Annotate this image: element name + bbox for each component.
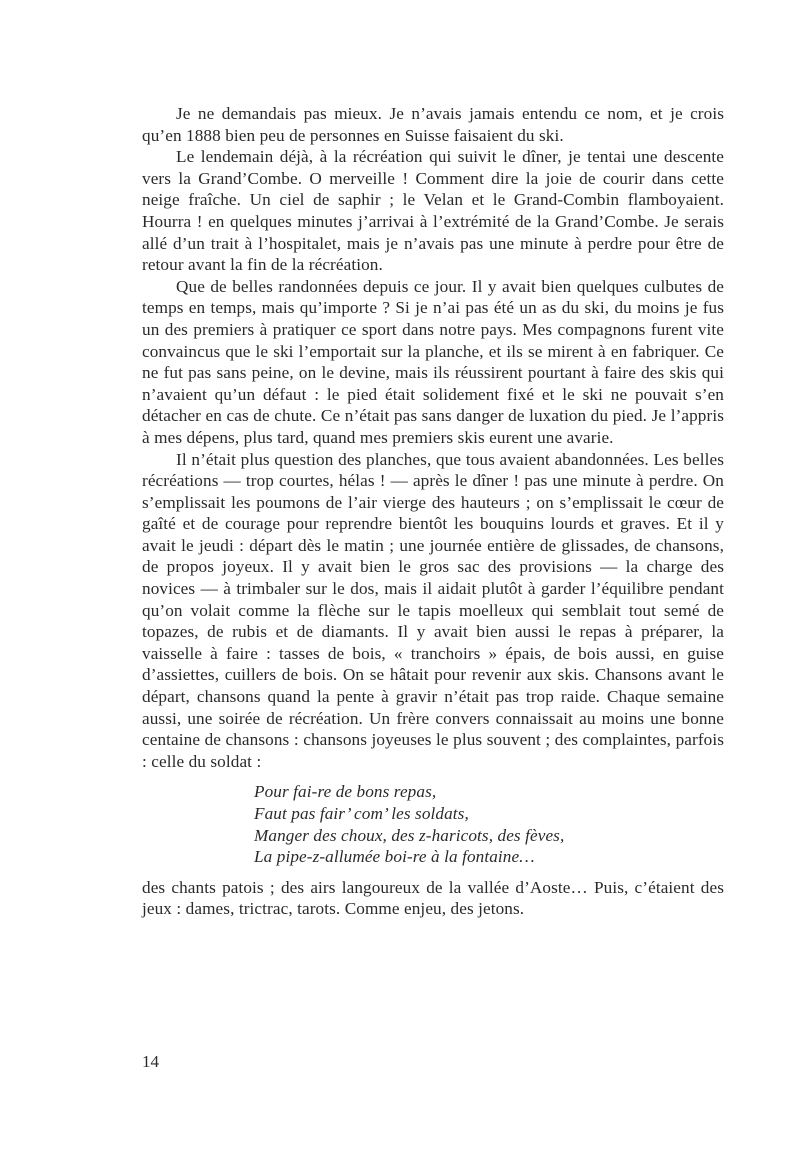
paragraph-3: Que de belles randonnées depuis ce jour. Il y avait bien quelques culbutes de temps en temps, mais qu’importe ? Si je n’ai pas été un as du ski, du moins je fus un des premiers à pratiquer ce sport dans notre pays. Mes compagnons furent vite convaincus que le ski l’emportait sur la planche, et ils se mirent à en fabriquer. Ce ne fut pas sans peine, on le devine, mais ils réussirent pourtant à faire des skis qui n’avaient qu’un défaut : le pied était solidement fixé et le ski ne pouvait s’en détacher en cas de chute. Ce n’était pas sans danger de luxation du pied. Je l’appris à mes dépens, plus tard, quand mes premiers skis eurent une avarie.	[142, 276, 724, 447]
verse-line-2: Faut pas fair’ com’ les soldats,	[254, 804, 469, 823]
verse-line-4: La pipe-z-allumée boi-re à la fontaine…	[254, 847, 535, 867]
song-verse	[254, 781, 724, 867]
paragraph-4: Il n’était plus question des planches, que tous avaient abandonnées. Les belles récréations — trop courtes, hélas ! — après le dîner ! pas une minute à perdre. On s’emplissait les poumons de l’air vierge des hauteurs ; on s’emplissait le cœur de gaîté et de courage pour reprendre bientôt les bouquins lourds et graves. Et il y avait le jeudi : départ dès le matin ; une journée entière de glissades, de chansons, de propos joyeux. Il y avait bien le gros sac des provisions — la charge des novices — à trimbaler sur le dos, mais il aidait plutôt à garder l’équilibre pendant qu’on volait comme la flèche sur le tapis moelleux qui semblait tout semé de topazes, de rubis et de diamants. Il y avait bien aussi le repas à préparer, la vaisselle à faire : tasses de bois, « tranchoirs » épais, de bois aussi, en guise d’assiettes, cuillers de bois. On se hâtait pour revenir aux skis. Chansons avant le départ, chansons quand la pente à gravir n’était pas trop raide. Chaque semaine aussi, une soirée de récréation. Un frère convers connaissait au moins une bonne centaine de chansons : chansons joyeuses le plus souvent ; des complaintes, parfois : celle du soldat :	[142, 449, 724, 771]
paragraph-1: Je ne demandais pas mieux. Je n’avais jamais entendu ce nom, et je crois qu’en 1888 bien peu de personnes en Suisse faisaient du ski.	[142, 104, 724, 145]
verse-line-3: Manger des choux, des z-haricots, des fèves,	[254, 825, 565, 845]
page-body	[142, 103, 724, 920]
closing-paragraph: des chants patois ; des airs langoureux de la vallée d’Aoste… Puis, c’étaient des jeux : dames, trictrac, tarots. Comme enjeu, des jetons.	[142, 877, 724, 919]
verse-line-1: Pour fai-re de bons repas,	[254, 782, 437, 802]
paragraph-2: Le lendemain déjà, à la récréation qui suivit le dîner, je tentai une descente vers la Grand’Combe. O merveille ! Comment dire la joie de courir dans cette neige fraîche. Un ciel de saphir ; le Velan et le Grand-Combin flamboyaient. Hourra ! en quelques minutes j’arrivai à l’extrémité de la Grand’Combe. Je serais allé d’un trait à l’hospitalet, mais je n’avais pas une minute à perdre pour être de retour avant la fin de la récréation.	[142, 147, 724, 275]
page-number: 14	[142, 1052, 159, 1071]
